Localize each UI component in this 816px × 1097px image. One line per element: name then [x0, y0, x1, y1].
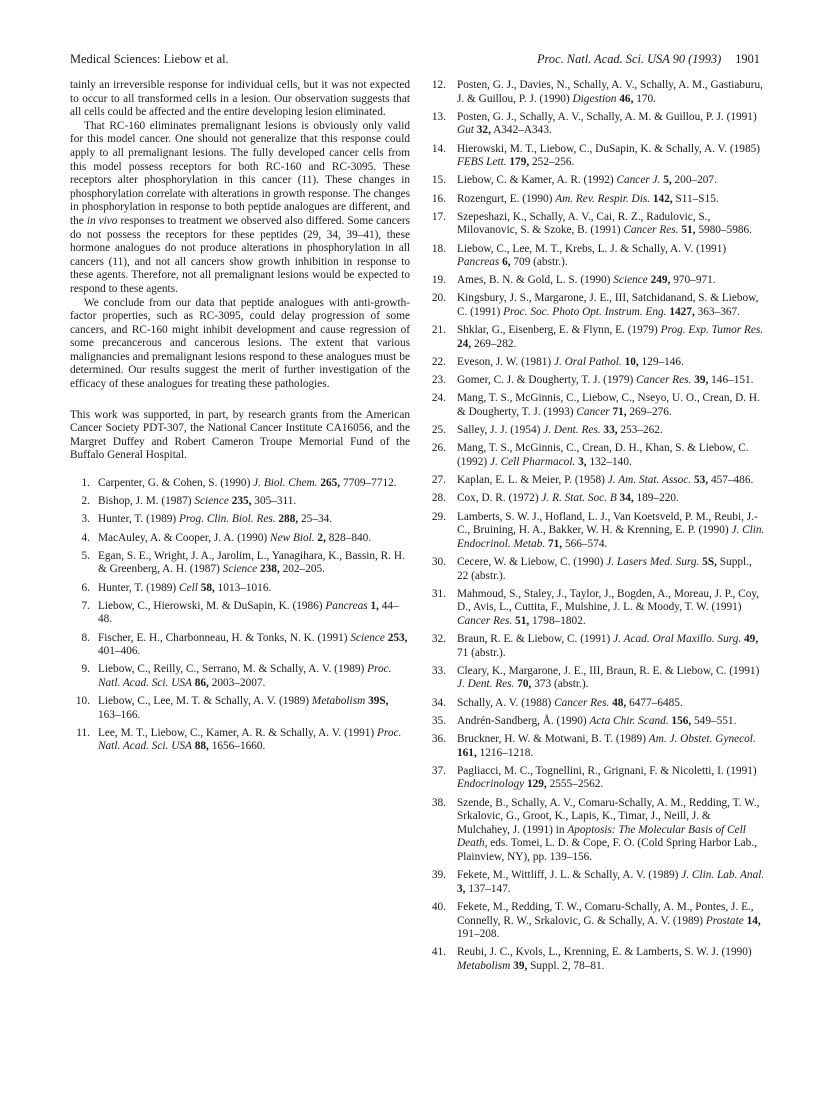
reference-number: 35. [431, 714, 446, 727]
reference-volume: 253, [387, 631, 408, 644]
reference-number: 14. [431, 142, 446, 155]
reference-number: 20. [431, 292, 446, 305]
reference-authors: Cox, D. R. (1972) [457, 492, 539, 505]
reference-item [430, 292, 765, 319]
reference-volume: 238, [260, 563, 280, 576]
reference-authors: Fekete, M., Redding, T. W., Comaru-Schally, A. M., Pontes, J. E., Connelly, R. W., Srkalovic, G. & Schally, A. V. (1989) [457, 900, 754, 927]
reference-journal: J. Dent. Res. [543, 424, 601, 437]
reference-number: 39. [431, 869, 446, 882]
reference-number: 15. [431, 174, 446, 187]
reference-item [430, 442, 765, 469]
reference-authors: Braun, R. E. & Liebow, C. (1991) [457, 633, 611, 646]
reference-pages: 5980–5986. [698, 224, 752, 237]
reference-volume: 179, [509, 156, 530, 169]
reference-authors: Szepeshazi, K., Schally, A. V., Cai, R. Z., Radulovic, S., Milovanovic, S. & Szoke, B. (1991) [457, 210, 711, 237]
reference-journal: Apoptosis: The Molecular Basis of Cell Death, [457, 823, 746, 850]
reference-item [430, 765, 765, 792]
reference-journal: J. Oral Pathol. [553, 356, 622, 369]
reference-pages: 828–840. [328, 531, 372, 544]
reference-pages: 253–262. [620, 424, 663, 437]
reference-pages: Suppl. 2, 78–81. [530, 959, 605, 972]
reference-pages: 1798–1802. [532, 614, 586, 627]
reference-list [430, 79, 765, 973]
reference-pages: 2003–2007. [211, 676, 266, 689]
reference-list [70, 477, 410, 754]
reference-number: 27. [431, 474, 446, 487]
reference-journal: Prog. Exp. Tumor Res. [660, 324, 764, 337]
reference-pages: 269–282. [473, 337, 517, 350]
reference-volume: 10, [624, 356, 639, 369]
reference-authors: Posten, G. J., Davies, N., Schally, A. V., Schally, A. M., Gastiaburu, J. & Guillou, P. J. (1990) [457, 79, 763, 105]
reference-journal: Cancer J. [616, 174, 661, 187]
reference-number: 2. [81, 495, 90, 508]
reference-authors: Hunter, T. (1989) [98, 513, 177, 526]
reference-pages: 1216–1218. [479, 746, 534, 759]
reference-authors: Rozengurt, E. (1990) [457, 192, 553, 205]
reference-number: 10. [75, 695, 90, 708]
reference-item [430, 174, 765, 188]
reference-volume: 58, [200, 581, 215, 594]
reference-number: 26. [431, 442, 446, 455]
reference-number: 28. [431, 492, 446, 505]
reference-item [70, 532, 410, 546]
reference-volume: 2, [317, 531, 326, 544]
reference-authors: Kaplan, E. L. & Meier, P. (1958) [457, 474, 605, 487]
reference-journal: J. Am. Stat. Assoc. [607, 474, 692, 487]
reference-pages: 373 (abstr.). [534, 678, 589, 691]
reference-authors: Hunter, T. (1989) [98, 581, 177, 594]
reference-volume: 32, [476, 124, 491, 137]
reference-item [430, 556, 765, 583]
reference-authors: Cleary, K., Margarone, J. E., III, Braun, R. E. & Liebow, C. (1991) [457, 664, 760, 677]
reference-item [430, 274, 765, 288]
reference-volume: 71, [612, 406, 627, 418]
reference-journal: Prog. Clin. Biol. Res. [179, 513, 276, 526]
reference-item [70, 495, 410, 509]
reference-authors: MacAuley, A. & Cooper, J. A. (1990) [98, 531, 268, 544]
reference-volume: 288, [278, 513, 299, 526]
reference-journal: Cancer Res. [457, 614, 513, 627]
reference-authors: Liebow, C., Lee, M. T., Krebs, L. J. & Schally, A. V. (1991) [457, 242, 727, 255]
section-author-label: Medical Sciences: Liebow et al. [70, 52, 229, 66]
reference-item [430, 869, 765, 896]
reference-volume: 48, [612, 696, 627, 709]
reference-number: 1. [81, 477, 90, 490]
reference-journal: J. Lasers Med. Surg. [606, 555, 700, 568]
reference-authors: Shklar, G., Eisenberg, E. & Flynn, E. (1979) [457, 324, 658, 337]
reference-number: 32. [431, 633, 446, 646]
reference-item [70, 727, 410, 754]
reference-journal: Acta Chir. Scand. [589, 714, 669, 727]
reference-authors: Szende, B., Schally, A. V., Comaru-Schally, A. M., Redding, T. W., Srkalovic, G., Groot, K., Lapis, K., Timar, J., Neill, J. & Mulchahey, J. (1991) in [457, 796, 760, 836]
reference-journal: Proc. Natl. Acad. Sci. USA [98, 726, 402, 753]
reference-volume: 235, [231, 495, 252, 508]
reference-authors: Reubi, J. C., Kvols, L., Krenning, E. & Lamberts, S. W. J. (1990) [457, 946, 752, 959]
reference-pages: 401–406. [98, 645, 141, 658]
reference-pages: 71 (abstr.). [457, 646, 506, 659]
reference-volume: 33, [603, 424, 618, 437]
reference-journal: J. Cell Pharmacol. [489, 455, 576, 468]
reference-authors: Pagliacci, M. C., Tognellini, R., Grignani, F. & Nicoletti, I. (1991) [457, 764, 757, 777]
reference-volume: 70, [517, 678, 532, 691]
reference-item [430, 243, 765, 270]
reference-journal: Cancer [576, 406, 610, 418]
reference-number: 7. [81, 599, 90, 612]
reference-pages: 189–220. [636, 492, 679, 505]
reference-journal: Endocrinology [457, 778, 525, 791]
left-column [70, 79, 410, 759]
reference-number: 41. [431, 946, 446, 959]
reference-volume: 51, [681, 224, 696, 237]
reference-number: 18. [431, 242, 446, 255]
reference-authors: Bishop, J. M. (1987) [98, 495, 192, 508]
reference-journal: J. Acad. Oral Maxillo. Surg. [613, 633, 742, 646]
reference-authors: Lee, M. T., Liebow, C., Kamer, A. R. & Schally, A. V. (1991) [98, 726, 375, 739]
reference-pages: 549–551. [694, 714, 737, 727]
reference-number: 38. [431, 796, 446, 809]
body-paragraph: We conclude from our data that peptide analogues with anti-growth-factor properties, such as RC-3095, could delay progression of some cancers, and RC-160 might inhibit development and cause regression of some precancerous and cancerous lesions. The extent that various malignancies and premalignant lesions respond to these analogues must be determined. Our results suggest the merit of further investigation of the efficacy of these analogues for treating these pathologies. [70, 296, 410, 391]
reference-volume: 6, [502, 256, 511, 269]
reference-number: 21. [431, 324, 446, 337]
reference-journal: New Biol. [270, 531, 315, 544]
reference-item [430, 797, 765, 865]
reference-item [70, 663, 410, 690]
reference-number: 31. [431, 587, 446, 600]
reference-volume: 1427, [669, 306, 695, 319]
reference-journal: Proc. Natl. Acad. Sci. USA [98, 663, 392, 689]
reference-pages: 163–166. [98, 708, 141, 721]
reference-item [430, 374, 765, 388]
reference-authors: Eveson, J. W. (1981) [457, 356, 552, 369]
reference-journal: Metabolism [457, 959, 511, 972]
reference-authors: Ames, B. N. & Gold, L. S. (1990) [457, 274, 611, 287]
reference-volume: 14, [746, 914, 761, 927]
reference-pages: A342–A343. [493, 124, 552, 137]
reference-volume: 39S, [368, 695, 389, 708]
journal-citation [537, 50, 760, 68]
reference-volume: 3, [457, 882, 466, 895]
reference-pages: 1656–1660. [211, 740, 266, 753]
reference-authors: Liebow, C. & Kamer, A. R. (1992) [457, 174, 614, 187]
reference-number: 19. [431, 274, 446, 287]
reference-pages: eds. Tomei, L. D. & Cope, F. O. (Cold Spring Harbor Lab., Plainview, NY), pp. 139–156. [457, 837, 757, 863]
reference-authors: Fischer, E. H., Charbonneau, H. & Tonks, N. K. (1991) [98, 631, 348, 644]
reference-authors: Liebow, C., Hierowski, M. & DuSapin, K. (1986) [98, 599, 323, 612]
reference-volume: 53, [693, 474, 709, 487]
reference-journal: Science [222, 563, 258, 576]
reference-authors: Fekete, M., Wittliff, J. L. & Schally, A. V. (1989) [457, 869, 679, 882]
reference-journal: J. Clin. Endocrinol. Metab. [457, 524, 765, 550]
reference-item [430, 324, 765, 351]
reference-item [430, 901, 765, 942]
reference-authors: Kingsbury, J. S., Margarone, J. E., III, Satchidanand, S. & Liebow, C. (1991) [457, 292, 759, 319]
reference-item [430, 733, 765, 760]
reference-item [430, 111, 765, 138]
reference-pages: 25–34. [301, 513, 333, 526]
reference-journal: Metabolism [311, 695, 366, 708]
reference-authors: Carpenter, G. & Cohen, S. (1990) [98, 477, 251, 490]
journal-name: Proc. Natl. Acad. Sci. USA 90 (1993) [536, 52, 722, 66]
reference-volume: 161, [457, 746, 477, 759]
reference-number: 33. [431, 664, 446, 677]
reference-authors: Hierowski, M. T., Liebow, C., DuSapin, K. & Schally, A. V. (1985) [457, 142, 761, 155]
reference-volume: 129, [526, 778, 547, 791]
reference-volume: 249, [650, 274, 671, 287]
reference-authors: Gomer, C. J. & Dougherty, T. J. (1979) [457, 374, 634, 387]
reference-journal: Cancer Res. [554, 696, 610, 709]
reference-journal: Am. Rev. Respir. Dis. [555, 192, 651, 205]
reference-journal: Gut [457, 124, 474, 137]
reference-journal: Cancer Res. [636, 374, 692, 387]
reference-item [430, 633, 765, 660]
reference-pages: 1013–1016. [217, 581, 272, 594]
reference-volume: 156, [671, 714, 692, 727]
reference-journal: Science [613, 274, 648, 287]
reference-item [70, 632, 410, 659]
body-paragraph: That RC-160 eliminates premalignant lesions is obviously only valid for this model cancer. One should not generalize that this response could apply to all premalignant lesions. The fully developed cancer cells from this model possess receptors for both RC-160 and RC-3095. These receptors alter phosphorylation in this cancer (11). These changes in phosphorylation correlate with alterations in growth response. The changes in phosphorylation in response to both peptide analogues are different, and the in vivo responses to treatment we observed also differed. Some cancers do not possess the receptors for these peptides (29, 34, 39–41), these hormone analogues do not produce alterations in phosphorylation in all cancers (11), and not all cancers show growth inhibition in response to these agents. Therefore, not all premalignant lesions would be expected to respond to these agents. [70, 119, 410, 295]
reference-pages: 252–256. [532, 156, 575, 169]
reference-authors: Egan, S. E., Wright, J. A., Jarolim, L., Yanagihara, K., Bassin, R. H. & Greenberg, A. H. (1987) [98, 549, 405, 576]
reference-authors: Schally, A. V. (1988) [457, 696, 552, 709]
reference-pages: 566–574. [564, 537, 608, 550]
reference-pages: 129–146. [641, 356, 684, 369]
reference-number: 40. [431, 900, 446, 913]
reference-number: 8. [81, 631, 90, 644]
reference-item [70, 695, 410, 722]
reference-pages: 6477–6485. [629, 696, 683, 709]
reference-number: 5. [81, 549, 90, 562]
reference-volume: 46, [619, 92, 634, 105]
body-paragraph: tainly an irreversible response for individual cells, but it was not expected to occur to all transformed cells in a lesion. Our observation suggests that all cells could be affected and the entire developing lesion eliminated. [70, 79, 410, 119]
reference-item [70, 513, 410, 527]
reference-number: 25. [431, 424, 446, 437]
reference-volume: 5, [663, 174, 672, 187]
running-header [70, 50, 760, 68]
reference-number: 22. [431, 356, 446, 369]
reference-journal: Pancreas [325, 599, 368, 612]
reference-number: 13. [431, 110, 446, 123]
reference-item [430, 143, 765, 170]
reference-pages: 709 (abstr.). [513, 256, 568, 269]
reference-journal: J. Biol. Chem. [253, 477, 318, 490]
reference-journal: Pancreas [457, 256, 500, 269]
reference-item [430, 697, 765, 711]
reference-authors: Bruckner, H. W. & Motwani, B. T. (1989) [457, 733, 646, 745]
reference-journal: J. Dent. Res. [457, 678, 515, 691]
acknowledgment: This work was supported, in part, by research grants from the American Cancer Society PDT-307, the National Cancer Institute CA16056, and the Margret Duffey and Robert Cameron Troupe Memorial Fund of the Buffalo General Hospital. [70, 408, 410, 462]
reference-journal: J. Clin. Lab. Anal. [681, 869, 765, 882]
reference-number: 30. [431, 555, 446, 568]
reference-item [430, 474, 765, 488]
reference-pages: 269–276. [629, 406, 672, 418]
reference-pages: 457–486. [710, 474, 754, 487]
reference-number: 16. [431, 192, 446, 205]
reference-item [70, 582, 410, 596]
reference-number: 24. [431, 392, 446, 405]
reference-authors: Liebow, C., Lee, M. T. & Schally, A. V. (1989) [98, 695, 310, 708]
reference-pages: 202–205. [282, 563, 325, 576]
reference-authors: Liebow, C., Reilly, C., Serrano, M. & Schally, A. V. (1989) [98, 663, 365, 676]
reference-item [430, 392, 765, 419]
reference-journal: Prostate [705, 914, 744, 927]
reference-number: 6. [81, 581, 90, 594]
reference-journal: Cancer Res. [623, 224, 679, 237]
reference-item [70, 477, 410, 491]
reference-pages: S11–S15. [675, 192, 719, 205]
reference-volume: 34, [619, 492, 634, 505]
reference-authors: Mang, T. S., McGinnis, C., Liebow, C., Nseyo, U. O., Crean, D. H. & Dougherty, T. J. (1993) [457, 392, 760, 418]
page-number: 1901 [735, 52, 760, 66]
reference-number: 37. [431, 764, 446, 777]
reference-number: 11. [76, 726, 90, 739]
reference-volume: 71, [548, 537, 563, 550]
reference-item [430, 193, 765, 207]
reference-authors: Posten, G. J., Schally, A. V., Schally, A. M. & Guillou, P. J. (1991) [457, 110, 757, 123]
reference-volume: 86, [194, 676, 209, 689]
reference-number: 12. [431, 79, 446, 91]
reference-item [430, 511, 765, 552]
reference-pages: 146–151. [711, 374, 754, 387]
reference-journal: Proc. Soc. Photo Opt. Instrum. Eng. [503, 306, 667, 319]
reference-item [430, 356, 765, 370]
reference-journal: FEBS Lett. [457, 156, 507, 169]
reference-volume: 265, [320, 477, 341, 490]
reference-volume: 142, [652, 192, 673, 205]
reference-journal: Cell [179, 581, 198, 594]
reference-pages: 200–207. [674, 174, 717, 187]
reference-authors: Mang, T. S., McGinnis, C., Crean, D. H., Khan, S. & Liebow, C. (1992) [457, 442, 749, 468]
reference-number: 34. [431, 696, 446, 709]
reference-volume: 88, [194, 740, 209, 753]
reference-journal: Science [194, 495, 229, 508]
reference-volume: 39, [513, 959, 528, 972]
reference-journal: Am. J. Obstet. Gynecol. [648, 733, 756, 745]
reference-item [430, 946, 765, 973]
reference-volume: 1, [370, 599, 379, 612]
reference-journal: Science [350, 631, 385, 644]
reference-item [430, 424, 765, 438]
reference-pages: 44–48. [98, 599, 399, 626]
reference-authors: Mahmoud, S., Staley, J., Taylor, J., Bogden, A., Moreau, J. P., Coy, D., Avis, L., Cuttita, F., Mulshine, J. L. & Moody, T. W. (1991) [457, 587, 760, 614]
reference-number: 29. [431, 510, 446, 523]
reference-pages: 7709–7712. [342, 477, 397, 490]
reference-item [430, 665, 765, 692]
reference-item [430, 79, 765, 106]
reference-number: 36. [431, 733, 446, 745]
reference-pages: 170. [636, 92, 656, 105]
reference-journal: J. R. Stat. Soc. B [541, 492, 617, 505]
reference-authors: Lamberts, S. W. J., Hofland, L. J., Van Koetsveld, P. M., Reubi, J.-C., Bruining, H. A., Bakker, W. H. & Krenning, E. P. (1990) [457, 510, 758, 537]
reference-number: 23. [431, 374, 446, 387]
reference-pages: 363–367. [697, 306, 740, 319]
reference-pages: 970–971. [673, 274, 716, 287]
reference-number: 9. [81, 663, 90, 676]
reference-item [70, 600, 410, 627]
reference-item [70, 550, 410, 577]
reference-volume: 24, [457, 337, 472, 350]
reference-volume: 39, [694, 374, 709, 387]
reference-pages: 132–140. [589, 455, 632, 468]
reference-number: 3. [81, 513, 90, 526]
reference-volume: 3, [578, 455, 587, 468]
reference-journal: Digestion [572, 92, 617, 105]
reference-item [430, 715, 765, 729]
reference-pages: 191–208. [457, 928, 500, 941]
reference-item [430, 492, 765, 506]
reference-pages: Suppl., 22 (abstr.). [457, 555, 752, 582]
reference-volume: 5S, [702, 555, 717, 568]
reference-pages: 137–147. [468, 882, 511, 895]
reference-number: 4. [81, 531, 90, 544]
reference-volume: 49, [744, 633, 759, 646]
reference-number: 17. [431, 210, 446, 223]
right-column [430, 79, 765, 978]
reference-authors: Cecere, W. & Liebow, C. (1990) [457, 555, 604, 568]
reference-item [430, 588, 765, 629]
reference-authors: Salley, J. J. (1954) [457, 424, 541, 437]
reference-pages: 2555–2562. [549, 778, 604, 791]
reference-authors: Andrén-Sandberg, Å. (1990) [457, 714, 587, 727]
reference-item [430, 211, 765, 238]
reference-pages: 305–311. [254, 495, 297, 508]
reference-volume: 51, [515, 614, 530, 627]
